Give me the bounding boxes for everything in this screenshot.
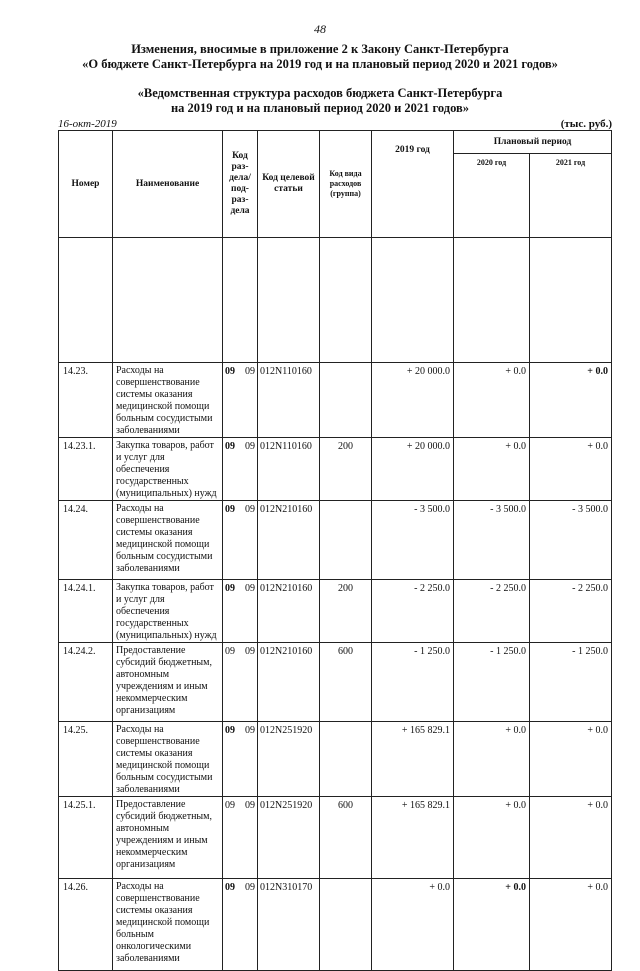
row-target: 012N251920: [258, 797, 320, 879]
row-2021: - 1 250.0: [530, 643, 612, 722]
row-section: 09: [223, 643, 241, 722]
row-2019: - 1 250.0: [372, 643, 454, 722]
row-section: 09: [223, 879, 241, 971]
header-2021: 2021 год: [530, 154, 612, 238]
row-name: Закупка товаров, работ и услуг для обеспечения государственных (муниципальных) нужд: [113, 438, 223, 501]
row-number: 14.25.: [59, 722, 113, 797]
row-number: 14.23.1.: [59, 438, 113, 501]
header-2020: 2020 год: [454, 154, 530, 238]
row-subsection: 09: [241, 438, 258, 501]
row-2021: + 0.0: [530, 363, 612, 438]
title-line-1: Изменения, вносимые в приложение 2 к Закону Санкт-Петербурга: [131, 42, 509, 56]
budget-table: [58, 130, 612, 971]
document-title: [0, 42, 640, 72]
row-2021: - 3 500.0: [530, 501, 612, 580]
row-2020: + 0.0: [454, 797, 530, 879]
table-row: [59, 797, 612, 879]
row-2019: - 3 500.0: [372, 501, 454, 580]
row-subsection: 09: [241, 879, 258, 971]
page-number: 48: [314, 22, 326, 36]
row-2019: - 2 250.0: [372, 580, 454, 643]
table-row: [59, 363, 612, 438]
row-2021: + 0.0: [530, 722, 612, 797]
row-subsection: 09: [241, 643, 258, 722]
subtitle-line-2: на 2019 год и на плановый период 2020 и 2021 годов»: [170, 101, 470, 115]
row-section: 09: [223, 580, 241, 643]
row-number: 14.23.: [59, 363, 113, 438]
row-2020: + 0.0: [454, 363, 530, 438]
row-subsection: 09: [241, 797, 258, 879]
row-section: 09: [223, 722, 241, 797]
row-expense: [320, 722, 372, 797]
row-2021: + 0.0: [530, 797, 612, 879]
row-2019: + 0.0: [372, 879, 454, 971]
table-row: [59, 879, 612, 971]
row-2020: + 0.0: [454, 438, 530, 501]
title-line-2: «О бюджете Санкт-Петербурга на 2019 год и на плановый период 2020 и 2021 годов»: [82, 57, 558, 71]
row-target: 012N310170: [258, 879, 320, 971]
row-expense: 200: [320, 580, 372, 643]
row-subsection: 09: [241, 722, 258, 797]
row-name: Расходы на совершенствование системы оказания медицинской помощи больным сосудистыми заболеваниями: [113, 722, 223, 797]
header-target: Код целевой статьи: [258, 131, 320, 238]
row-name: Предоставление субсидий бюджетным, автономным учреждениям и иным некоммерческим организациям: [113, 643, 223, 722]
row-2019: + 165 829.1: [372, 722, 454, 797]
row-expense: 600: [320, 643, 372, 722]
table-row: [59, 580, 612, 643]
row-2021: - 2 250.0: [530, 580, 612, 643]
row-section: 09: [223, 501, 241, 580]
row-2019: + 20 000.0: [372, 363, 454, 438]
row-target: 012N210160: [258, 580, 320, 643]
row-2020: - 2 250.0: [454, 580, 530, 643]
row-subsection: 09: [241, 580, 258, 643]
subtitle-line-1: «Ведомственная структура расходов бюджета Санкт-Петербурга: [137, 86, 503, 100]
header-name: Наименование: [113, 131, 223, 238]
document-date: 16-окт-2019: [58, 118, 117, 130]
header-number: Номер: [59, 131, 113, 238]
blank-row: [59, 238, 612, 363]
row-number: 14.25.1.: [59, 797, 113, 879]
row-2019: + 165 829.1: [372, 797, 454, 879]
row-name: Расходы на совершенствование системы оказания медицинской помощи больным сосудистыми заболеваниями: [113, 501, 223, 580]
row-subsection: 09: [241, 501, 258, 580]
row-2020: - 1 250.0: [454, 643, 530, 722]
table-row: [59, 438, 612, 501]
row-subsection: 09: [241, 363, 258, 438]
row-2020: + 0.0: [454, 722, 530, 797]
row-section: 09: [223, 438, 241, 501]
row-2021: + 0.0: [530, 879, 612, 971]
row-number: 14.24.: [59, 501, 113, 580]
table-row: [59, 722, 612, 797]
row-expense: 200: [320, 438, 372, 501]
row-target: 012N251920: [258, 722, 320, 797]
header-planned-period: Плановый период: [454, 131, 612, 154]
row-2019: + 20 000.0: [372, 438, 454, 501]
row-expense: 600: [320, 797, 372, 879]
row-2021: + 0.0: [530, 438, 612, 501]
row-expense: [320, 363, 372, 438]
row-target: 012N210160: [258, 643, 320, 722]
units-label: (тыс. руб.): [560, 118, 612, 130]
row-name: Закупка товаров, работ и услуг для обеспечения государственных (муниципальных) нужд: [113, 580, 223, 643]
row-name: Расходы на совершенствование системы оказания медицинской помощи больным онкологическими заболеваниями: [113, 879, 223, 971]
row-number: 14.24.2.: [59, 643, 113, 722]
row-number: 14.26.: [59, 879, 113, 971]
row-2020: - 3 500.0: [454, 501, 530, 580]
row-name: Расходы на совершенствование системы оказания медицинской помощи больным сосудистыми заболеваниями: [113, 363, 223, 438]
document-subtitle: [0, 86, 640, 116]
row-2020: + 0.0: [454, 879, 530, 971]
row-section: 09: [223, 797, 241, 879]
table-row: [59, 643, 612, 722]
row-target: 012N210160: [258, 501, 320, 580]
row-target: 012N110160: [258, 438, 320, 501]
row-expense: [320, 501, 372, 580]
header-2019: 2019 год: [372, 131, 454, 238]
row-name: Предоставление субсидий бюджетным, автономным учреждениям и иным некоммерческим организациям: [113, 797, 223, 879]
header-section: Код раз-дела/ под-раз-дела: [223, 131, 258, 238]
row-expense: [320, 879, 372, 971]
row-number: 14.24.1.: [59, 580, 113, 643]
table-row: [59, 501, 612, 580]
row-target: 012N110160: [258, 363, 320, 438]
header-expense-type: Код вида расходов (группа): [320, 131, 372, 238]
row-section: 09: [223, 363, 241, 438]
